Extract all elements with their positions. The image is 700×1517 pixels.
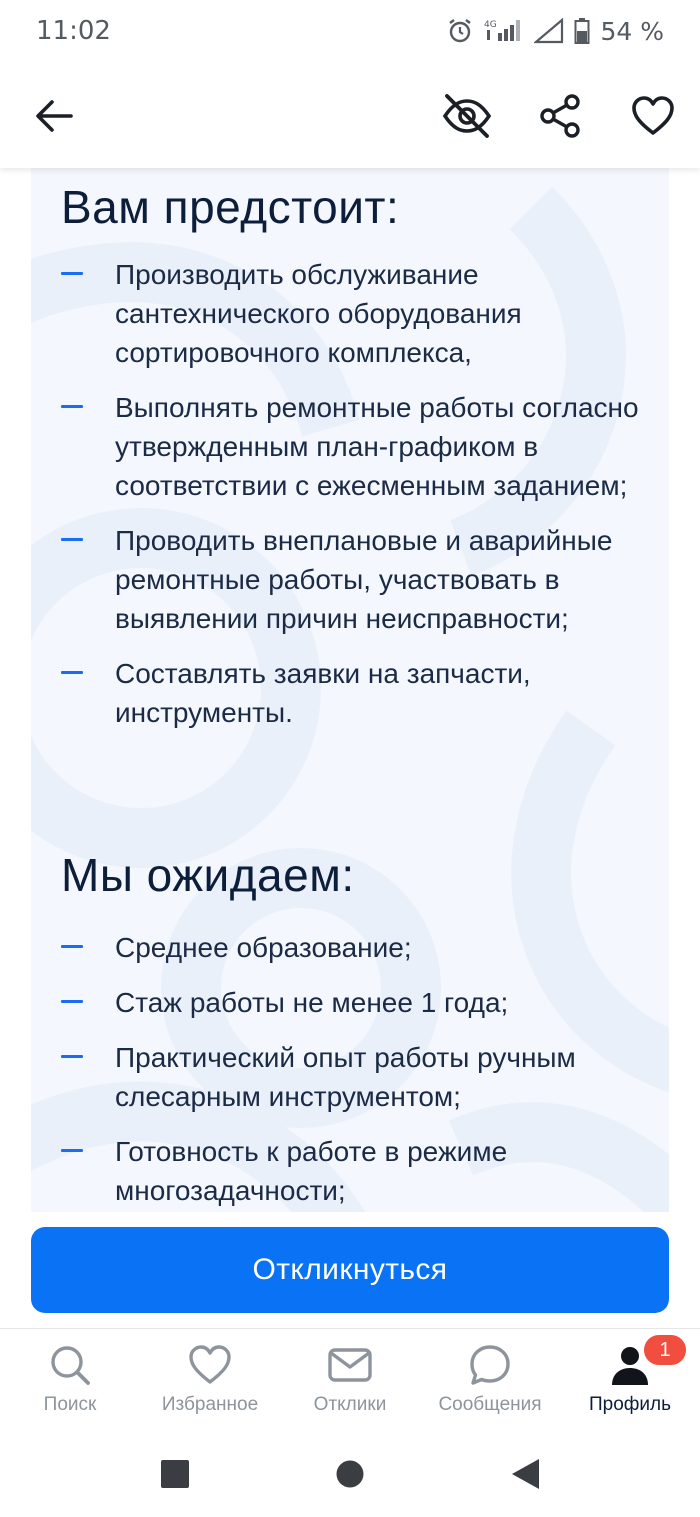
eye-off-icon: [441, 93, 493, 139]
list-item: [31, 1038, 669, 1116]
battery-percent: 54 %: [600, 16, 664, 46]
back-button[interactable]: [22, 84, 86, 148]
mail-icon: [327, 1347, 373, 1383]
nav-label: Избранное: [161, 1394, 259, 1415]
signal-icon: [484, 17, 524, 45]
nav-label: Профиль: [588, 1394, 672, 1415]
bullet-dash: [61, 1055, 83, 1058]
list-item-text: Производить обслуживание сантехнического оборудования сортировочного комплекса,: [115, 259, 522, 368]
nav-item-messages[interactable]: [420, 1329, 560, 1426]
bullet-dash: [61, 272, 83, 275]
network-label: 4G: [484, 20, 498, 30]
share-button[interactable]: [528, 84, 592, 148]
wifi-signal-icon: [534, 18, 564, 44]
list-item-text: Составлять заявки на запчасти, инструменты.: [115, 658, 531, 728]
notification-badge: 1: [642, 1333, 688, 1367]
section-title-responsibilities: Вам предстоит:: [61, 181, 400, 233]
list-item-text: Выполнять ремонтные работы согласно утвержденным план-графиком в соответствии с ежесменным заданием;: [115, 392, 639, 501]
heart-icon: [187, 1344, 233, 1386]
respond-button[interactable]: Откликнуться: [31, 1227, 669, 1313]
nav-label: Отклики: [313, 1394, 387, 1415]
list-item-text: Стаж работы не менее 1 года;: [115, 987, 509, 1018]
list-item: [31, 983, 669, 1022]
vacancy-description-card: [31, 168, 669, 1212]
square-icon: [160, 1459, 190, 1489]
status-bar: [0, 0, 700, 62]
list-item-text: Готовность к работе в режиме многозадачности;: [115, 1136, 508, 1206]
nav-item-favorites[interactable]: [140, 1329, 280, 1426]
hide-vacancy-button[interactable]: [435, 84, 499, 148]
list-item: [31, 255, 669, 372]
heart-icon: [630, 95, 676, 137]
chat-icon: [468, 1343, 512, 1387]
bullet-dash: [61, 405, 83, 408]
status-time: 11:02: [36, 16, 111, 46]
list-item-text: Среднее образование;: [115, 932, 412, 963]
battery-icon: [574, 17, 590, 45]
list-item: [31, 654, 669, 732]
search-icon: [48, 1343, 92, 1387]
share-icon: [538, 93, 582, 139]
favorite-button[interactable]: [621, 84, 685, 148]
system-nav-bar: [0, 1426, 700, 1517]
nav-label: Сообщения: [438, 1394, 542, 1415]
section-title-requirements: Мы ожидаем:: [61, 849, 355, 901]
bullet-dash: [61, 1149, 83, 1152]
bullet-dash: [61, 945, 83, 948]
responsibilities-list: [31, 255, 669, 732]
list-item-text: Практический опыт работы ручным слесарным инструментом;: [115, 1042, 576, 1112]
bullet-dash: [61, 671, 83, 674]
home-button[interactable]: [330, 1454, 370, 1494]
nav-item-profile[interactable]: [560, 1329, 700, 1426]
recents-button[interactable]: [155, 1454, 195, 1494]
requirements-list: [31, 928, 669, 1210]
bottom-nav: [0, 1328, 700, 1426]
back-arrow-icon: [35, 99, 73, 133]
list-item: [31, 388, 669, 505]
bullet-dash: [61, 538, 83, 541]
list-item: [31, 521, 669, 638]
circle-icon: [335, 1459, 365, 1489]
nav-item-responses[interactable]: [280, 1329, 420, 1426]
app-header: [0, 62, 700, 168]
back-system-button[interactable]: [505, 1454, 545, 1494]
list-item: [31, 1132, 669, 1210]
list-item-text: Проводить внеплановые и аварийные ремонтные работы, участвовать в выявлении причин неисправности;: [115, 525, 613, 634]
triangle-back-icon: [509, 1457, 541, 1491]
status-icons: [446, 17, 664, 46]
list-item: [31, 928, 669, 967]
alarm-icon: [446, 17, 474, 45]
nav-label: Поиск: [43, 1394, 97, 1415]
nav-item-search[interactable]: [0, 1329, 140, 1426]
bullet-dash: [61, 1000, 83, 1003]
